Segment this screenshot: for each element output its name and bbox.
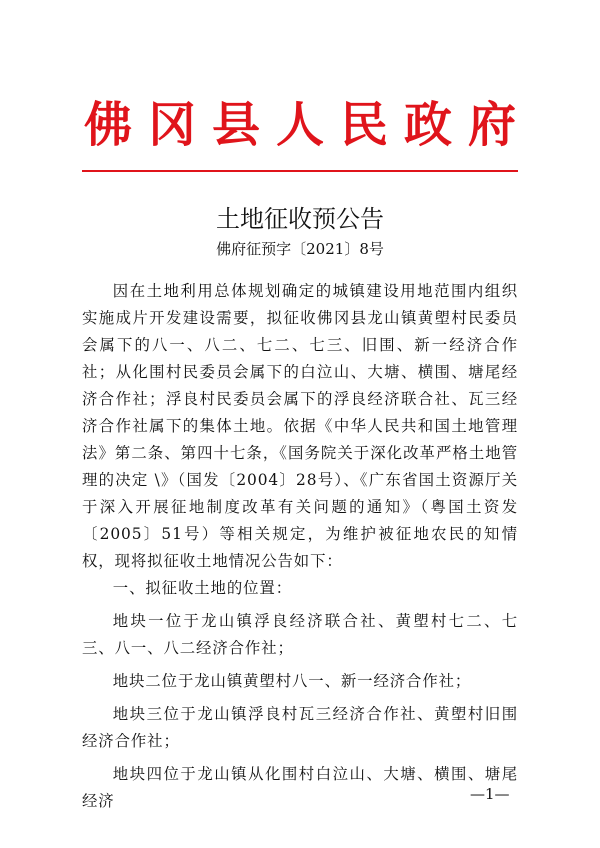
plot-1-paragraph: 地块一位于龙山镇浮良经济联合社、黄塱村七二、七三、八一、八二经济合作社； xyxy=(82,612,518,657)
header-divider xyxy=(82,170,518,172)
plot-2-paragraph: 地块二位于龙山镇黄塱村八一、新一经济合作社； xyxy=(112,672,472,690)
plot-3-paragraph: 地块三位于龙山镇浮良村瓦三经济合作社、黄塱村旧围经济合作社； xyxy=(82,705,518,750)
plot-4-paragraph: 地块四位于龙山镇从化围村白泣山、大塘、横围、塘尾经济 xyxy=(82,765,518,810)
document-body xyxy=(82,278,518,815)
page-number: —1— xyxy=(470,785,510,803)
issuer-header: 佛冈县人民政府 xyxy=(83,97,532,153)
intro-paragraph: 因在土地利用总体规划确定的城镇建设用地范围内组织实施成片开发建设需要，拟征收佛冈县龙山镇黄塱村民委员会属下的八一、八二、七二、七三、旧围、新一经济合作社；从化围村民委员会属下的白泣山、大塘、横围、塘尾经济合作社；浮良村民委员会属下的浮良经济联合社、瓦三经济合作社属下的集体土地。依据《中华人民共和国土地管理法》第二条、第四十七条，《国务院关于深化改革严格土地管理的决定 \》（国发〔2004〕28号）、《广东省国土资源厅关于深入开展征地制度改革有关问题的通知》（粤国土资发〔2005〕51号）等相关规定，为维护被征地农民的知情权，现将拟征收土地情况公告如下： xyxy=(82,282,518,570)
section-heading-location: 一、拟征收土地的位置： xyxy=(112,579,292,597)
document-number: 佛府征预字〔2021〕8号 xyxy=(216,240,384,258)
document-title: 土地征收预公告 xyxy=(216,205,384,233)
